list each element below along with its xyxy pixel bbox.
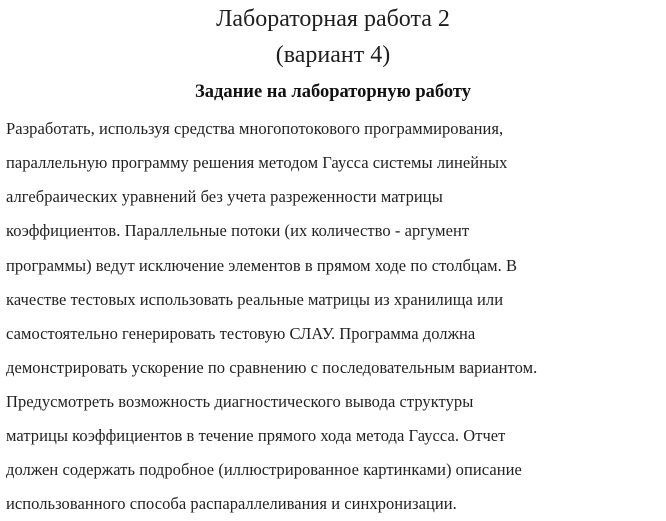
document-variant: (вариант 4)	[275, 42, 391, 68]
section-heading: Задание на лабораторную работу	[195, 82, 471, 102]
paragraph-line: должен содержать подробное (иллюстрированное картинками) описание	[6, 460, 522, 479]
paragraph-line: качестве тестовых использовать реальные матрицы из хранилища или	[6, 290, 504, 309]
paragraph-line: программы) ведут исключение элементов в прямом ходе по столбцам. В	[6, 256, 518, 275]
paragraph-line: алгебраических уравнений без учета разреженности матрицы	[6, 187, 443, 206]
paragraph-line: Предусмотреть возможность диагностического вывода структуры	[6, 392, 474, 411]
paragraph-line: самостоятельно генерировать тестовую СЛАУ. Программа должна	[6, 324, 476, 343]
document-title: Лабораторная работа 2	[216, 6, 450, 32]
paragraph-line: демонстрировать ускорение по сравнению с последовательным вариантом.	[6, 358, 538, 377]
paragraph-line: матрицы коэффициентов в течение прямого хода метода Гаусса. Отчет	[6, 426, 506, 445]
paragraph-line: параллельную программу решения методом Гаусса системы линейных	[6, 153, 508, 172]
paragraph-line: использованного способа распараллеливания и синхронизации.	[6, 494, 457, 513]
paragraph-line: коэффициентов. Параллельные потоки (их количество - аргумент	[6, 221, 470, 240]
paragraph-line: Разработать, используя средства многопотокового программирования,	[6, 119, 504, 138]
